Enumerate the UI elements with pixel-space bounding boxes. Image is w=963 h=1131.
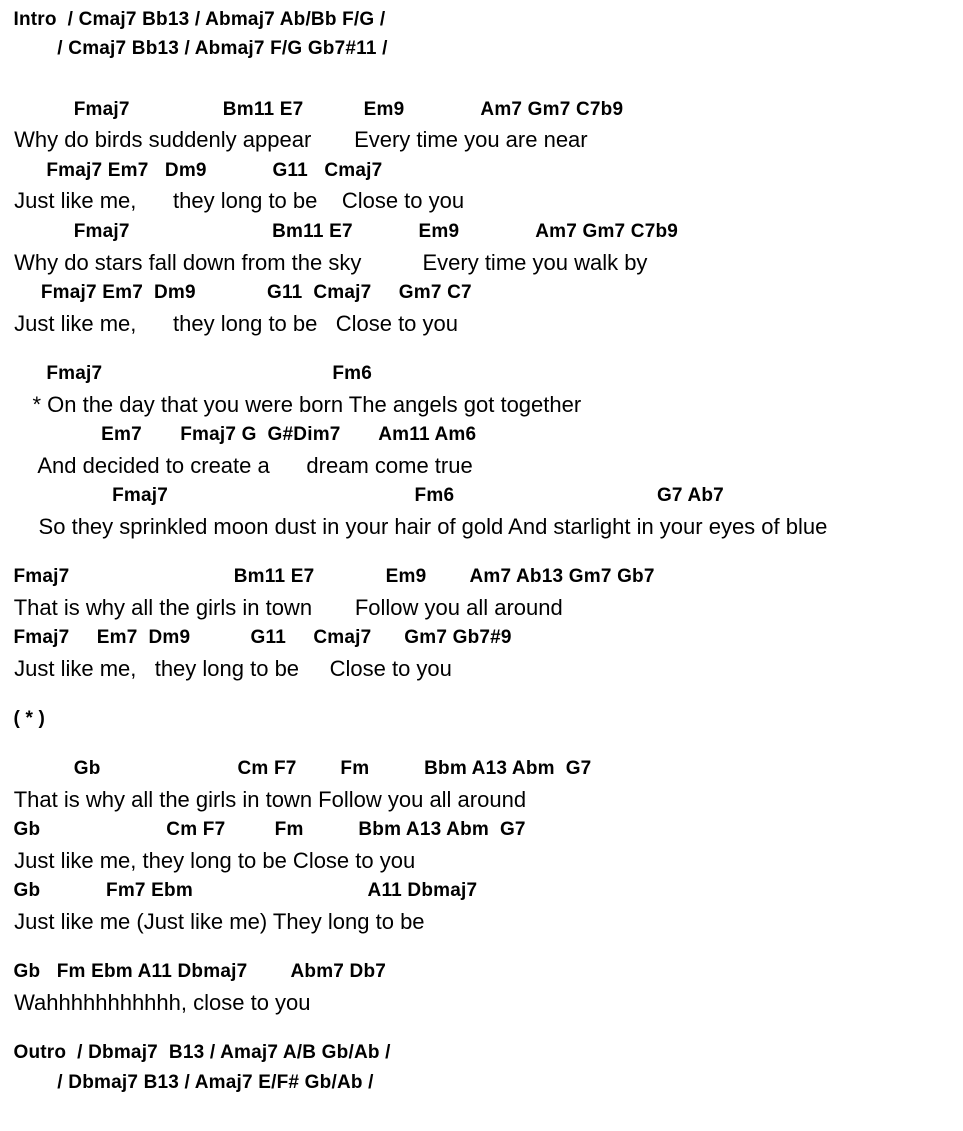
chord-line: / Cmaj7 Bb13 / Abmaj7 F/G Gb7#11 / xyxy=(8,38,388,59)
chord-line: Outro / Dbmaj7 B13 / Amaj7 A/B Gb/Ab / xyxy=(8,1042,391,1063)
chord-line: Fmaj7 Bm11 E7 Em9 Am7 Gm7 C7b9 xyxy=(8,99,624,120)
lyric-line: Just like me, they long to be Close to you xyxy=(8,188,465,213)
chord-line: Fmaj7 Bm11 E7 Em9 Am7 Gm7 C7b9 xyxy=(8,221,679,242)
chord-line: Gb Cm F7 Fm Bbm A13 Abm G7 xyxy=(8,758,592,779)
lyric-line: So they sprinkled moon dust in your hair of gold And starlight in your eyes of blue xyxy=(8,514,828,539)
chord-line: Em7 Fmaj7 G G#Dim7 Am11 Am6 xyxy=(8,424,477,445)
chord-line: Gb Fm7 Ebm A11 Dbmaj7 xyxy=(8,880,478,901)
chord-line: Fmaj7 Fm6 xyxy=(8,363,373,384)
lyric-line: Just like me, they long to be Close to you xyxy=(8,848,416,873)
lyric-line: Just like me, they long to be Close to you xyxy=(8,656,452,681)
lyric-line: That is why all the girls in town Follow you all around xyxy=(8,787,527,812)
lyric-line: Just like me, they long to be Close to you xyxy=(8,311,459,336)
lyric-line: And decided to create a dream come true xyxy=(8,453,473,478)
chord-line: Fmaj7 Em7 Dm9 G11 Cmaj7 xyxy=(8,160,383,181)
lyric-line: Why do birds suddenly appear Every time you are near xyxy=(8,127,588,152)
lyric-line: That is why all the girls in town Follow you all around xyxy=(8,595,563,620)
lyric-line: Wahhhhhhhhhhh, close to you xyxy=(8,990,311,1015)
chord-line: Fmaj7 Fm6 G7 Ab7 xyxy=(8,485,724,506)
chord-line: Intro / Cmaj7 Bb13 / Abmaj7 Ab/Bb F/G / xyxy=(8,9,386,30)
lyric-line: * On the day that you were born The angels got together xyxy=(8,392,582,417)
chord-line: Fmaj7 Em7 Dm9 G11 Cmaj7 Gm7 C7 xyxy=(8,282,472,303)
chord-line: Gb Cm F7 Fm Bbm A13 Abm G7 xyxy=(8,819,526,840)
chord-line: Fmaj7 Bm11 E7 Em9 Am7 Ab13 Gm7 Gb7 xyxy=(8,566,655,587)
chord-line: / Dbmaj7 B13 / Amaj7 E/F# Gb/Ab / xyxy=(8,1072,374,1093)
chord-line: Gb Fm Ebm A11 Dbmaj7 Abm7 Db7 xyxy=(8,961,387,982)
lyric-line: Just like me (Just like me) They long to be xyxy=(8,909,425,934)
chord-line: ( * ) xyxy=(8,708,46,729)
chord-line: Fmaj7 Em7 Dm9 G11 Cmaj7 Gm7 Gb7#9 xyxy=(8,627,512,648)
lyric-line: Why do stars fall down from the sky Every time you walk by xyxy=(8,250,648,275)
